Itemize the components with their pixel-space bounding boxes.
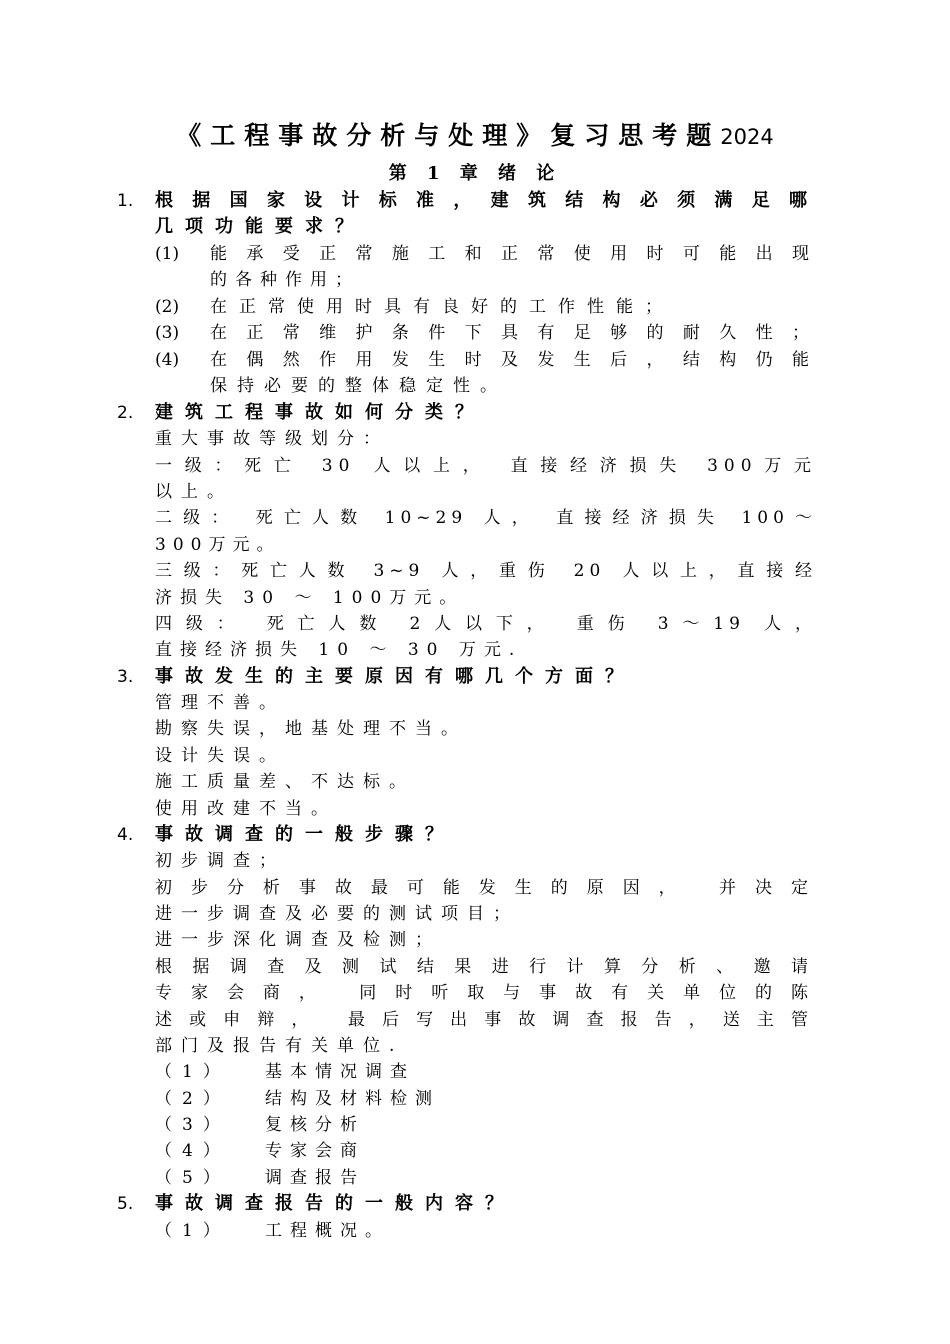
question-number: 1. xyxy=(117,191,134,211)
paragraph-line: 直接经济损失 10 ～ 30 万元. xyxy=(155,640,523,660)
item-number: (1) xyxy=(155,244,180,264)
step-text: 专家会商 xyxy=(265,1141,365,1161)
paragraph-line: 进一步调查及必要的测试项目； xyxy=(155,904,519,924)
title-text: 《工程事故分析与处理》复习思考题 xyxy=(176,121,721,150)
paragraph-line: 济损失 30 ～ 100万元。 xyxy=(155,588,465,608)
paragraph-line: 设计失误。 xyxy=(155,746,285,766)
question-text: 事故调查报告的一般内容？ xyxy=(155,1193,515,1214)
item-text: 在偶然作用发生时及发生后，结构仍能 xyxy=(210,350,817,370)
step-text: 复核分析 xyxy=(265,1115,365,1135)
question-4 xyxy=(117,822,817,849)
question-number: 2. xyxy=(117,403,134,423)
paragraph-line: 专家会商， 同时听取与事故有关单位的陈 xyxy=(155,983,817,1003)
question-text: 事故发生的主要原因有哪几个方面？ xyxy=(155,666,635,687)
step-number: （1） xyxy=(155,1062,230,1082)
item-number: (2) xyxy=(155,297,180,317)
question-number: 4. xyxy=(117,825,134,845)
paragraph-line: 根据调查及测试结果进行计算分析、邀请 xyxy=(155,957,817,977)
item-text: 在正常使用时具有良好的工作性能； xyxy=(210,297,674,317)
item-number: (3) xyxy=(155,323,180,343)
step-text: 工程概况。 xyxy=(265,1221,390,1241)
paragraph-line: 以上。 xyxy=(155,482,233,502)
paragraph-line: 进一步深化调查及检测； xyxy=(155,930,441,950)
page-title xyxy=(0,120,950,153)
item-number: (4) xyxy=(155,350,180,370)
paragraph-line: 四级： 死亡人数 2人以下， 重伤 3～19 人， xyxy=(155,614,817,634)
question-2 xyxy=(117,400,817,427)
question-number: 5. xyxy=(117,1194,134,1214)
paragraph-line: 二级： 死亡人数 10~29 人， 直接经济损失 100～ xyxy=(155,508,817,528)
step-text: 调查报告 xyxy=(265,1168,365,1188)
question-text-cont: 几项功能要求？ xyxy=(155,216,365,238)
paragraph-line: 初步调查； xyxy=(155,851,285,871)
step-number: （5） xyxy=(155,1168,230,1188)
step-number: （3） xyxy=(155,1115,230,1135)
item-text-cont: 保持必要的整体稳定性。 xyxy=(210,376,507,397)
question-text: 建筑工程事故如何分类？ xyxy=(155,402,485,423)
step-number: （4） xyxy=(155,1141,230,1161)
question-text: 根据国家设计标准，建筑结构必须满足哪 xyxy=(155,190,817,211)
paragraph-line: 部门及报告有关单位. xyxy=(155,1036,404,1056)
item-text: 能承受正常施工和正常使用时可能出现 xyxy=(210,244,817,264)
item-text-cont: 的各种作用； xyxy=(210,270,360,291)
paragraph-line: 勘察失误，地基处理不当。 xyxy=(155,719,467,739)
paragraph-line: 使用改建不当。 xyxy=(155,799,337,819)
chapter-heading: 第 1 章 绪 论 xyxy=(388,163,562,184)
question-text: 事故调查的一般步骤？ xyxy=(155,824,455,845)
question-3 xyxy=(117,664,817,691)
paragraph-line: 300万元。 xyxy=(155,535,281,555)
paragraph-line: 三级：死亡人数 3~9 人，重伤 20 人以上，直接经 xyxy=(155,561,817,581)
paragraph-line: 初步分析事故最可能发生的原因， 并决定 xyxy=(155,878,817,898)
paragraph-line: 一级：死亡 30 人以上， 直接经济损失 300万元 xyxy=(155,456,817,476)
paragraph-line: 施工质量差、不达标。 xyxy=(155,772,415,792)
step-text: 基本情况调查 xyxy=(265,1062,415,1082)
item-text: 在正常维护条件下具有足够的耐久性； xyxy=(210,323,817,343)
paragraph-line: 管理不善。 xyxy=(155,693,285,713)
paragraph-line: 重大事故等级划分： xyxy=(155,429,389,449)
paragraph-line: 述或申辩， 最后写出事故调查报告，送主管 xyxy=(155,1010,817,1030)
step-number: （2） xyxy=(155,1089,230,1109)
title-year: 2024 xyxy=(720,125,774,149)
question-number: 3. xyxy=(117,667,134,687)
step-text: 结构及材料检测 xyxy=(265,1089,440,1109)
question-1 xyxy=(117,188,817,242)
step-number: （1） xyxy=(155,1221,230,1241)
question-5 xyxy=(117,1191,817,1218)
